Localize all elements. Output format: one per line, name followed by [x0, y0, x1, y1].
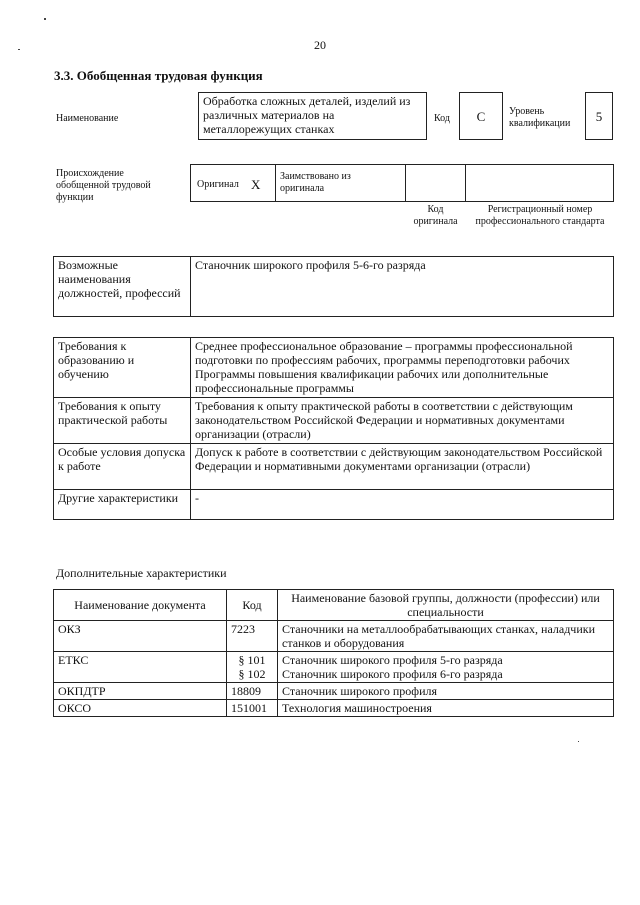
- requirement-value: Требования к опыту практической работы в соответствии с действующим законодательством Российской Федерации и нормативных документами организации (отрасли): [191, 398, 614, 444]
- row-name: [278, 652, 614, 683]
- row-document: ОКЗ: [54, 621, 227, 652]
- table-row: [54, 700, 614, 717]
- row-code: [227, 652, 278, 683]
- original-label: Оригинал: [197, 179, 239, 190]
- origin-borrowed-cell: [275, 164, 406, 202]
- requirement-value: -: [191, 490, 614, 520]
- origin-label: Происхождение обобщенной трудовой функции: [56, 168, 151, 203]
- header-code: Код: [227, 590, 278, 621]
- requirement-label: Другие характеристики: [54, 490, 191, 520]
- code-value-box: [459, 92, 503, 140]
- level-value: 5: [595, 109, 603, 124]
- row-name: Технология машиностроения: [278, 700, 614, 717]
- borrowed-label: Заимствовано из оригинала: [280, 171, 351, 194]
- row-document: [54, 652, 227, 683]
- table-header-row: [54, 590, 614, 621]
- table-row: [54, 338, 614, 398]
- row-name: Станочники на металлообрабатывающих станках, наладчики станков и оборудования: [278, 621, 614, 652]
- table-row: [54, 490, 614, 520]
- scan-speck: [578, 741, 579, 742]
- original-mark: X: [251, 177, 261, 192]
- requirements-table: [53, 337, 614, 520]
- scan-speck: [44, 18, 46, 20]
- requirement-label: Требования к опыту практической работы: [54, 398, 191, 444]
- function-name-value: Обработка сложных деталей, изделий из различных материалов на металлорежущих станках: [203, 94, 411, 136]
- additional-table: [53, 589, 614, 717]
- scan-speck: [18, 49, 20, 50]
- row-code: 18809: [227, 683, 278, 700]
- code-label: Код: [434, 113, 450, 124]
- requirement-value: Среднее профессиональное образование – программы профессиональной подготовки по профессиям рабочих, программы переподготовки рабочих Программы повышения квалификации рабочих или дополнительные профессиональные программы: [191, 338, 614, 398]
- row-document-text: ЕТКС: [58, 653, 89, 667]
- requirement-value: Допуск к работе в соответствии с действующим законодательством Российской Федерации и нормативными документами организации (отрасли): [191, 444, 614, 490]
- origin-original-cell: [190, 164, 276, 202]
- origin-reg-cell: [465, 164, 614, 202]
- code-original-label: Код оригинала: [413, 204, 458, 227]
- table-row: [54, 398, 614, 444]
- row-name: Станочник широкого профиля: [278, 683, 614, 700]
- origin-code-cell: [405, 164, 466, 202]
- table-row: [54, 444, 614, 490]
- level-label: Уровень квалификации: [509, 106, 571, 129]
- code-value: C: [476, 109, 486, 124]
- row-name-text: Станочник широкого профиля 5-го разряда: [282, 653, 503, 667]
- row-code-text: § 101: [238, 653, 266, 667]
- table-row: [54, 621, 614, 652]
- page-number: 20: [314, 38, 326, 52]
- row-document: ОКСО: [54, 700, 227, 717]
- requirement-label: Особые условия допуска к работе: [54, 444, 191, 490]
- function-name-box: [198, 92, 427, 140]
- row-code: 7223: [227, 621, 278, 652]
- row-code-text: § 102: [238, 667, 266, 681]
- positions-table: [53, 256, 614, 317]
- section-title: 3.3. Обобщенная трудовая функция: [54, 68, 263, 83]
- positions-value: Станочник широкого профиля 5-6-го разряда: [191, 257, 614, 317]
- table-row: [54, 257, 614, 317]
- row-document: ОКПДТР: [54, 683, 227, 700]
- table-row: [54, 683, 614, 700]
- additional-title: Дополнительные характеристики: [56, 566, 227, 580]
- table-row: [54, 652, 614, 683]
- row-code: 151001: [227, 700, 278, 717]
- header-name: Наименование базовой группы, должности (профессии) или специальности: [278, 590, 614, 621]
- reg-number-label: Регистрационный номер профессионального стандарта: [475, 204, 605, 227]
- row-name-text: Станочник широкого профиля 6-го разряда: [282, 667, 503, 681]
- name-label: Наименование: [56, 113, 119, 124]
- requirement-label: Требования к образованию и обучению: [54, 338, 191, 398]
- positions-label: Возможные наименования должностей, профессий: [54, 257, 191, 317]
- header-document: Наименование документа: [54, 590, 227, 621]
- level-value-box: [585, 92, 613, 140]
